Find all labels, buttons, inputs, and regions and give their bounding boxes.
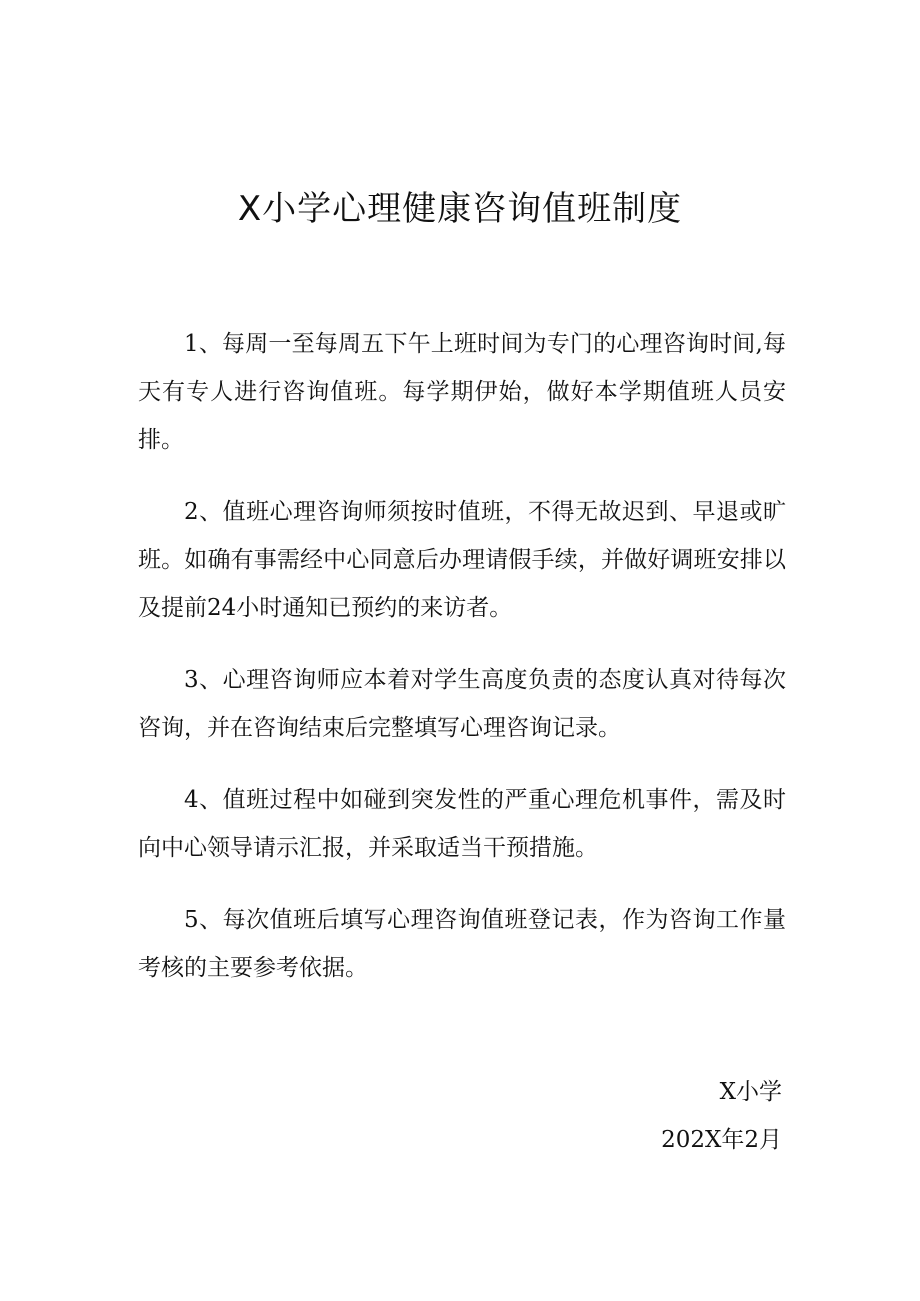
document-body xyxy=(138,320,786,1016)
document-title: X小学心理健康咨询值班制度 xyxy=(237,189,683,229)
signature-block xyxy=(661,1068,782,1164)
rule-paragraph-4: 4、值班过程中如碰到突发性的严重心理危机事件，需及时向中心领导请示汇报，并采取适当干预措施。 xyxy=(138,787,786,861)
rule-paragraph-3: 3、心理咨询师应本着对学生高度负责的态度认真对待每次咨询，并在咨询结束后完整填写心理咨询记录。 xyxy=(138,667,786,741)
rule-paragraph-2: 2、值班心理咨询师须按时值班，不得无故迟到、早退或旷班。如确有事需经中心同意后办理请假手续，并做好调班安排以及提前24小时通知已预约的来访者。 xyxy=(138,499,786,621)
rule-paragraph-5: 5、每次值班后填写心理咨询值班登记表，作为咨询工作量考核的主要参考依据。 xyxy=(138,907,786,981)
signature-org: X小学 xyxy=(719,1079,782,1105)
rule-paragraph-1: 1、每周一至每周五下午上班时间为专门的心理咨询时间,每天有专人进行咨询值班。每学期伊始，做好本学期值班人员安排。 xyxy=(138,331,786,453)
signature-date: 202X年2月 xyxy=(661,1127,782,1153)
